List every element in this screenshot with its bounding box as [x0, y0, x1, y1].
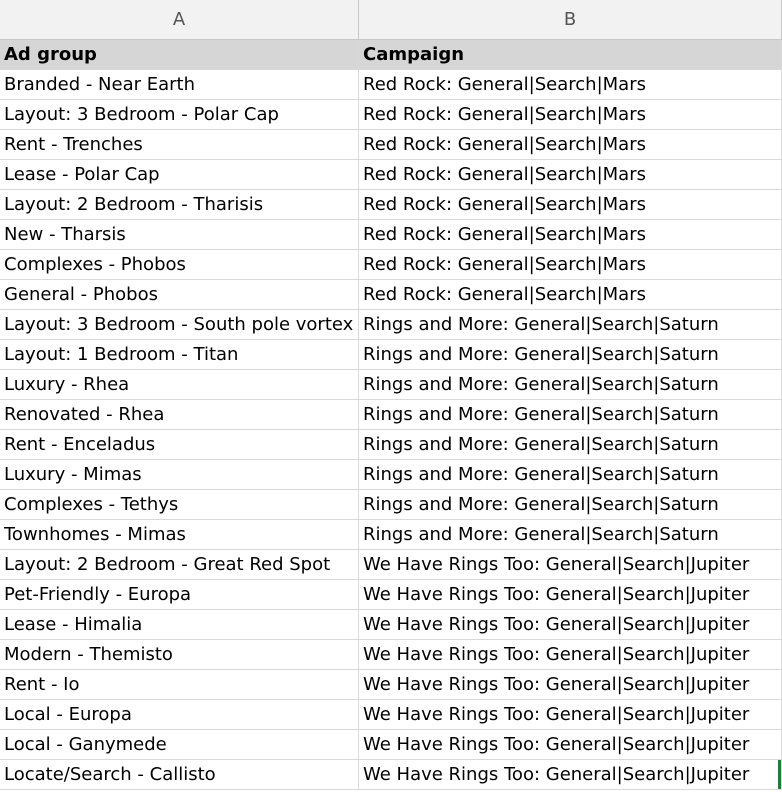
campaign-cell[interactable]: We Have Rings Too: General|Search|Jupiter: [359, 610, 782, 639]
ad-group-cell[interactable]: Lease - Polar Cap: [0, 160, 359, 189]
table-row: [0, 280, 782, 310]
campaign-cell[interactable]: We Have Rings Too: General|Search|Jupiter: [359, 700, 782, 729]
campaign-cell[interactable]: Rings and More: General|Search|Saturn: [359, 400, 782, 429]
column-header-b[interactable]: B: [359, 0, 782, 39]
table-row: [0, 580, 782, 610]
ad-group-cell[interactable]: Luxury - Rhea: [0, 370, 359, 399]
ad-group-cell[interactable]: Modern - Themisto: [0, 640, 359, 669]
campaign-cell[interactable]: We Have Rings Too: General|Search|Jupiter: [359, 730, 782, 759]
ad-group-cell[interactable]: Complexes - Tethys: [0, 490, 359, 519]
ad-group-cell[interactable]: Layout: 1 Bedroom - Titan: [0, 340, 359, 369]
table-row: [0, 250, 782, 280]
table-row: [0, 460, 782, 490]
ad-group-cell[interactable]: Townhomes - Mimas: [0, 520, 359, 549]
campaign-cell[interactable]: Red Rock: General|Search|Mars: [359, 220, 782, 249]
campaign-cell[interactable]: Red Rock: General|Search|Mars: [359, 190, 782, 219]
campaign-cell[interactable]: Rings and More: General|Search|Saturn: [359, 370, 782, 399]
column-header-row: [0, 0, 782, 40]
campaign-cell[interactable]: Rings and More: General|Search|Saturn: [359, 430, 782, 459]
table-row: [0, 70, 782, 100]
campaign-cell[interactable]: We Have Rings Too: General|Search|Jupiter: [359, 580, 782, 609]
campaign-cell[interactable]: Rings and More: General|Search|Saturn: [359, 310, 782, 339]
ad-group-cell[interactable]: Branded - Near Earth: [0, 70, 359, 99]
ad-group-cell[interactable]: Local - Ganymede: [0, 730, 359, 759]
campaign-cell[interactable]: We Have Rings Too: General|Search|Jupiter: [359, 670, 782, 699]
campaign-cell[interactable]: We Have Rings Too: General|Search|Jupiter: [359, 640, 782, 669]
campaign-cell[interactable]: Red Rock: General|Search|Mars: [359, 130, 782, 159]
ad-group-cell[interactable]: Layout: 3 Bedroom - Polar Cap: [0, 100, 359, 129]
campaign-cell[interactable]: Rings and More: General|Search|Saturn: [359, 490, 782, 519]
ad-group-cell[interactable]: Pet-Friendly - Europa: [0, 580, 359, 609]
table-row: [0, 340, 782, 370]
campaign-cell[interactable]: Red Rock: General|Search|Mars: [359, 70, 782, 99]
ad-group-cell[interactable]: Renovated - Rhea: [0, 400, 359, 429]
table-row: [0, 550, 782, 580]
table-row: [0, 490, 782, 520]
header-cell-ad-group[interactable]: Ad group: [0, 40, 359, 69]
table-row: [0, 760, 782, 790]
column-header-a[interactable]: A: [0, 0, 359, 39]
campaign-cell[interactable]: Red Rock: General|Search|Mars: [359, 100, 782, 129]
table-row: [0, 610, 782, 640]
table-row: [0, 310, 782, 340]
ad-group-cell[interactable]: Luxury - Mimas: [0, 460, 359, 489]
table-row: [0, 130, 782, 160]
campaign-cell[interactable]: Red Rock: General|Search|Mars: [359, 280, 782, 309]
table-row: [0, 190, 782, 220]
table-row: [0, 220, 782, 250]
header-cell-campaign[interactable]: Campaign: [359, 40, 782, 69]
ad-group-cell[interactable]: Layout: 2 Bedroom - Great Red Spot: [0, 550, 359, 579]
ad-group-cell[interactable]: Rent - Io: [0, 670, 359, 699]
ad-group-cell[interactable]: General - Phobos: [0, 280, 359, 309]
ad-group-cell[interactable]: Layout: 2 Bedroom - Tharisis: [0, 190, 359, 219]
campaign-cell[interactable]: Rings and More: General|Search|Saturn: [359, 340, 782, 369]
table-row: [0, 400, 782, 430]
ad-group-cell[interactable]: Rent - Enceladus: [0, 430, 359, 459]
campaign-cell[interactable]: Rings and More: General|Search|Saturn: [359, 460, 782, 489]
table-row: [0, 700, 782, 730]
table-row: [0, 730, 782, 760]
table-body: [0, 70, 782, 790]
ad-group-cell[interactable]: New - Tharsis: [0, 220, 359, 249]
campaign-cell[interactable]: We Have Rings Too: General|Search|Jupiter: [359, 550, 782, 579]
ad-group-cell[interactable]: Complexes - Phobos: [0, 250, 359, 279]
table-row: [0, 370, 782, 400]
table-row: [0, 100, 782, 130]
table-row: [0, 160, 782, 190]
campaign-cell[interactable]: We Have Rings Too: General|Search|Jupiter: [359, 760, 782, 789]
ad-group-cell[interactable]: Locate/Search - Callisto: [0, 760, 359, 789]
table-row: [0, 430, 782, 460]
ad-group-cell[interactable]: Rent - Trenches: [0, 130, 359, 159]
table-header-row: [0, 40, 782, 70]
table-row: [0, 670, 782, 700]
table-row: [0, 640, 782, 670]
campaign-cell[interactable]: Red Rock: General|Search|Mars: [359, 160, 782, 189]
campaign-cell[interactable]: Rings and More: General|Search|Saturn: [359, 520, 782, 549]
ad-group-cell[interactable]: Local - Europa: [0, 700, 359, 729]
ad-group-cell[interactable]: Layout: 3 Bedroom - South pole vortex: [0, 310, 359, 339]
table-row: [0, 520, 782, 550]
ad-group-cell[interactable]: Lease - Himalia: [0, 610, 359, 639]
campaign-cell[interactable]: Red Rock: General|Search|Mars: [359, 250, 782, 279]
